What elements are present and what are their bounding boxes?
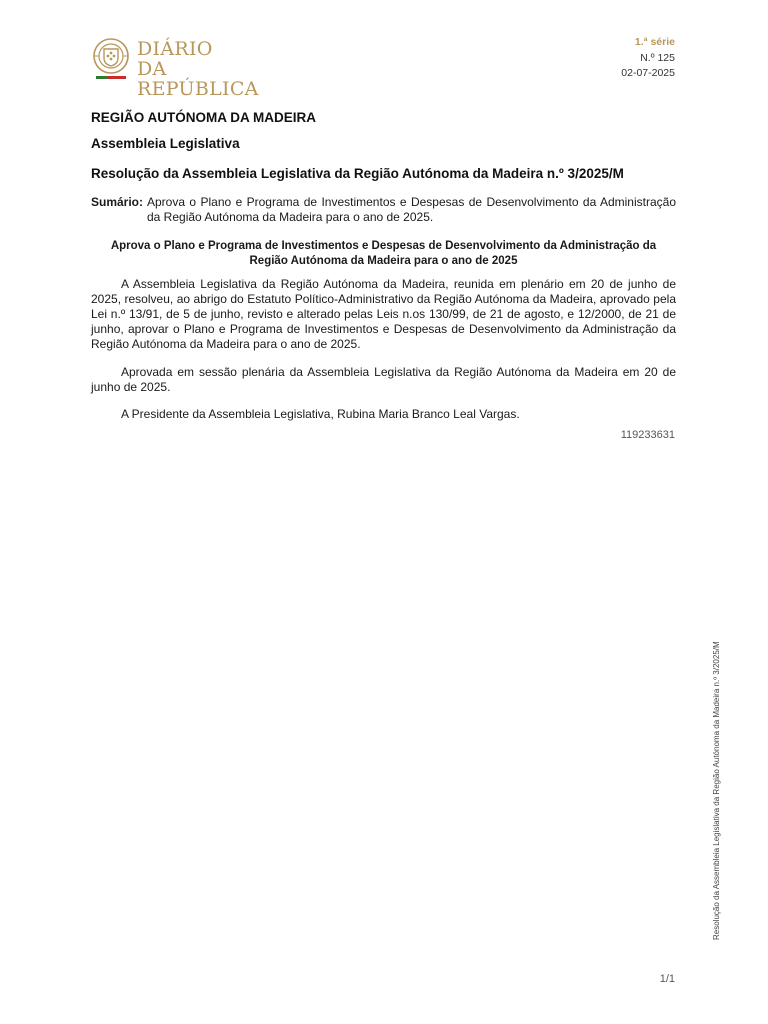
coat-of-arms-icon: [91, 38, 131, 80]
resolution-heading: Aprova o Plano e Programa de Investimentos e Despesas de Desenvolvimento da Administração da Região Autónoma da Madeira para o ano de 2025: [110, 240, 657, 267]
logo-line-2: DA REPÚBLICA: [137, 58, 259, 100]
document-title: Resolução da Assembleia Legislativa da Região Autónoma da Madeira n.º 3/2025/M: [91, 166, 624, 181]
serie-label: 1.ª série: [634, 36, 675, 48]
document-number: 119233631: [620, 429, 675, 441]
side-document-label: Resolução da Assembleia Legislativa da Região Autónoma da Madeira n.º 3/2025/M: [712, 641, 721, 940]
signature-paragraph: A Presidente da Assembleia Legislativa, Rubina Maria Branco Leal Vargas.: [121, 407, 520, 421]
body-paragraph: Aprovada em sessão plenária da Assembleia Legislativa da Região Autónoma da Madeira em 20 de junho de 2025.: [91, 365, 676, 394]
portugal-flag-bar: [96, 76, 126, 79]
summary-text: Aprova o Plano e Programa de Investimentos e Despesas de Desenvolvimento da Administração da Região Autónoma da Madeira para o ano de 2025.: [147, 195, 676, 224]
page-number: 1/1: [659, 973, 675, 985]
issue-meta: [621, 35, 675, 82]
summary-label: Sumário:: [91, 195, 144, 209]
issue-date: 02-07-2025: [621, 67, 675, 79]
logo-line-1: DIÁRIO: [137, 38, 213, 60]
logo-text: [137, 39, 291, 99]
body-paragraph: A Assembleia Legislativa da Região Autónoma da Madeira, reunida em plenário em 20 de junho de 2025, resolveu, ao abrigo do Estatuto Político-Administrativo da Região Autónoma da Madeira, aprovado pela Lei n.º 13/91, de 5 de junho, revisto e alterado pelas Leis n.os 130/99, de 21 de agosto, e 12/2000, de 21 de junho, aprovar o Plano e Programa de Investimentos e Despesas de Desenvolvimento da Administração da Região Autónoma da Madeira para o ano de 2025.: [91, 277, 676, 351]
diario-republica-logo: [91, 38, 291, 100]
issue-number: N.º 125: [640, 51, 675, 64]
region-heading: REGIÃO AUTÓNOMA DA MADEIRA: [91, 110, 316, 125]
issuing-body: Assembleia Legislativa: [91, 136, 240, 151]
summary: [91, 195, 676, 225]
